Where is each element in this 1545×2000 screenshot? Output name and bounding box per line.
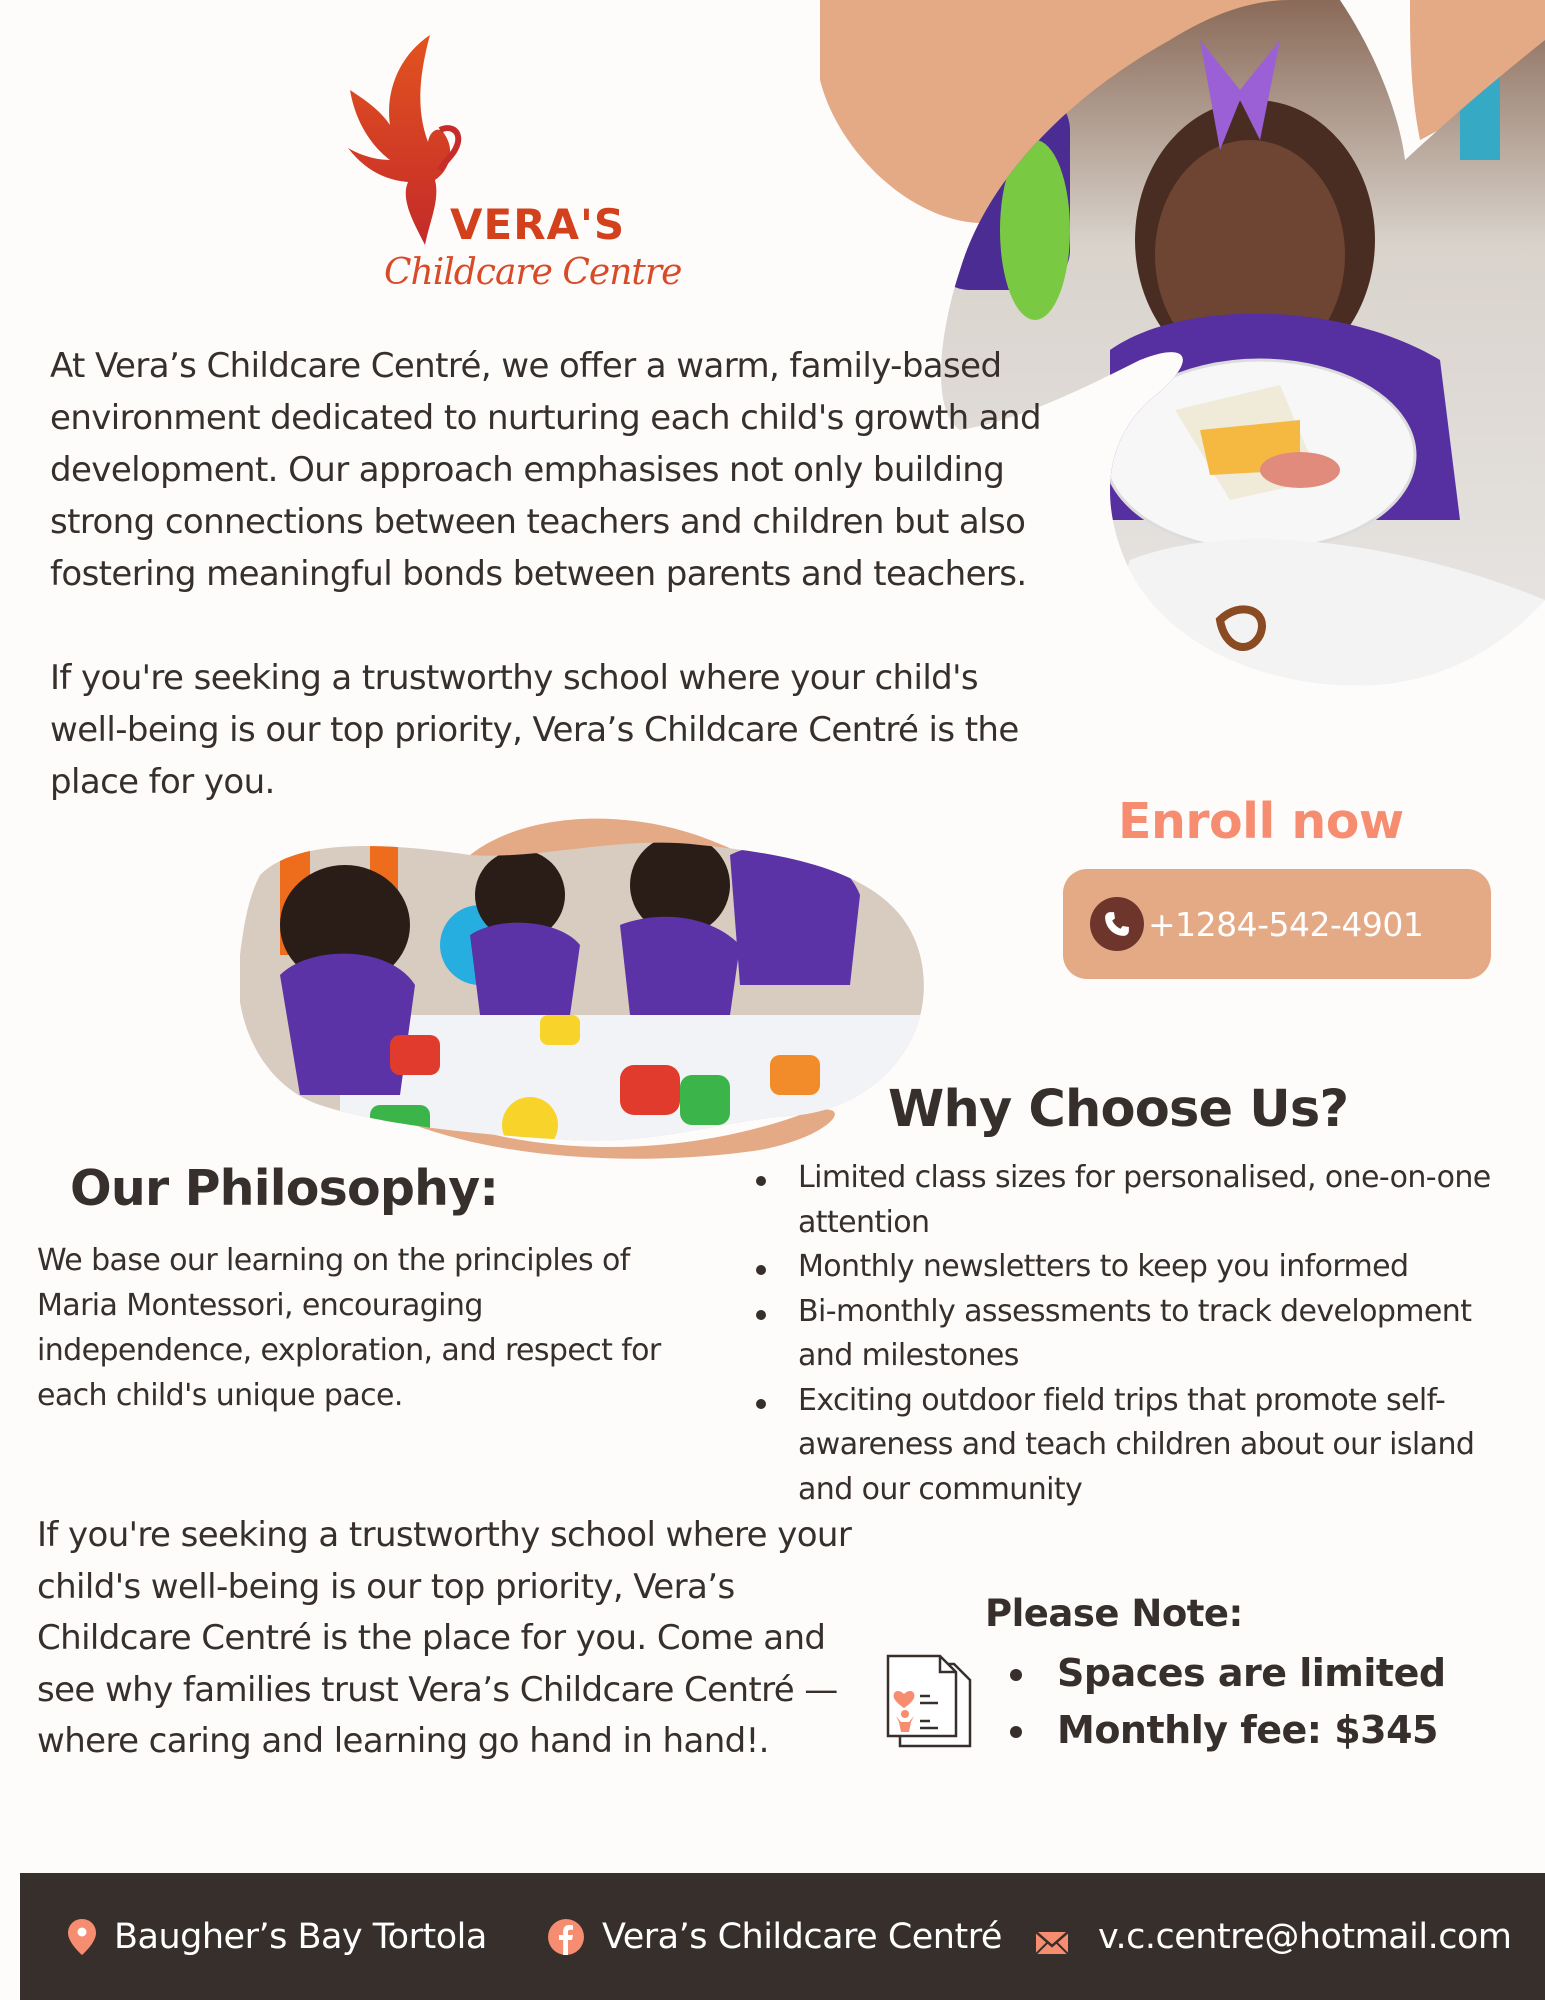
footer-bar: [20, 1873, 1545, 2000]
envelope-icon: [1036, 1928, 1068, 1954]
phone-icon: [1090, 897, 1144, 951]
why-choose-heading: Why Choose Us?: [888, 1080, 1349, 1139]
note-heading: Please Note:: [985, 1592, 1243, 1635]
logo-subtitle: Childcare Centre: [384, 252, 682, 293]
facebook-icon: [548, 1919, 584, 1955]
philosophy-text: We base our learning on the principles of Maria Montessori, encouraging independence, exploration, and respect for each child's unique pace.: [37, 1243, 661, 1413]
footer-facebook[interactable]: [548, 1873, 1002, 2000]
intro-paragraph-1: At Vera’s Childcare Centré, we offer a warm, family-based environment dedicated to nurturing each child's growth and development. Our approach emphasises not only building strong connections between teachers and children but also fostering meaningful bonds between parents and teachers.: [50, 346, 1041, 594]
note-item-fee: Monthly fee: $345: [1010, 1702, 1446, 1759]
philosophy-heading: Our Philosophy:: [70, 1160, 499, 1217]
footer-facebook-text[interactable]: Vera’s Childcare Centré: [602, 1916, 1002, 1957]
closing-text: If you're seeking a trustworthy school where your child's well-being is our top priority, Vera’s Childcare Centré is the place for you. Come and see why families trust Vera’s Childcare Centré — where caring and learning go hand in hand!.: [37, 1515, 852, 1761]
note-list: [1010, 1645, 1446, 1759]
footer-email[interactable]: [1036, 1873, 1512, 2000]
logo-title: VERA'S: [450, 200, 626, 249]
phone-number: +1284-542-4901: [1148, 904, 1424, 944]
intro-paragraph-2: If you're seeking a trustworthy school where your child's well-being is our top priority, Vera’s Childcare Centré is the place for you.: [50, 658, 1019, 802]
map-pin-icon: [68, 1919, 96, 1955]
document-heart-icon: [884, 1654, 974, 1750]
phone-button[interactable]: [1063, 869, 1491, 979]
footer-location: [68, 1873, 487, 2000]
intro-text: [50, 340, 1070, 808]
why-choose-list: [752, 1156, 1512, 1512]
why-choose-item: Limited class sizes for personalised, one-on-one attention: [752, 1156, 1512, 1245]
enroll-heading: Enroll now: [1118, 793, 1404, 850]
why-choose-item: Bi-monthly assessments to track development and milestones: [752, 1290, 1512, 1379]
footer-email-text[interactable]: v.c.centre@hotmail.com: [1098, 1916, 1512, 1957]
why-choose-item: Monthly newsletters to keep you informed: [752, 1245, 1512, 1290]
note-item-spaces: Spaces are limited: [1010, 1645, 1446, 1702]
why-choose-item: Exciting outdoor field trips that promote self-awareness and teach children about our island and our community: [752, 1379, 1512, 1513]
footer-location-text: Baugher’s Bay Tortola: [114, 1916, 487, 1957]
classroom-photo-blob: [240, 815, 930, 1160]
